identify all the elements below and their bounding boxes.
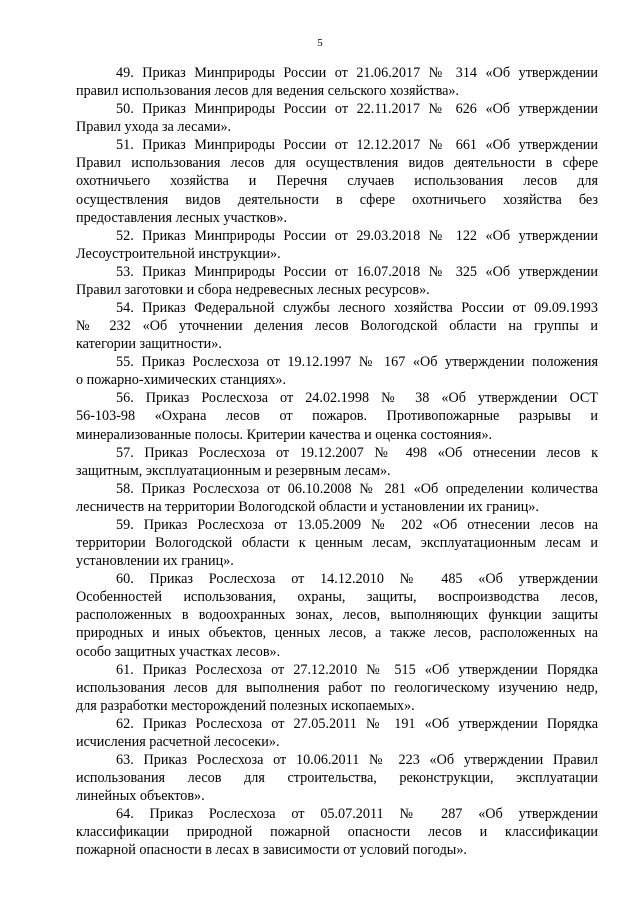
list-item: [76, 263, 598, 299]
list-item-line: охотничьего хозяйства и Перечня случаев использования лесов для: [76, 173, 598, 190]
list-item-line: о пожарно-химических станциях».: [76, 372, 287, 389]
list-item: [76, 227, 598, 263]
list-item-line: природных и иных объектов, ценных лесов, а также лесов, расположенных на: [76, 625, 598, 642]
list-item-first-line: 64. Приказ Рослесхоза от 05.07.2011 № 287 «Об утверждении: [116, 806, 598, 823]
list-item-line: линейных объектов».: [76, 788, 205, 805]
list-item-first-line: 58. Приказ Рослесхоза от 06.10.2008 № 281 «Об определении количества: [116, 480, 598, 497]
list-item-line: Правил использования лесов для осуществления видов деятельности в сфере: [76, 155, 598, 172]
list-item-line: защитным, эксплуатационным и резервным лесам».: [76, 462, 391, 479]
list-item-line: предоставления лесных участков».: [76, 209, 287, 226]
document-body: [76, 64, 598, 859]
list-item: [76, 64, 598, 100]
list-item-line: Лесоустроительной инструкции».: [76, 245, 281, 262]
list-item-line: № 232 «Об уточнении деления лесов Вологодской области на группы и: [76, 318, 598, 335]
list-item-line: 56-103-98 «Охрана лесов от пожаров. Противопожарные разрывы и: [76, 408, 598, 425]
list-item-line: пожарной опасности в лесах в зависимости от условий погоды».: [76, 842, 467, 859]
list-item-first-line: 50. Приказ Минприроды России от 22.11.2017 № 626 «Об утверждении: [116, 101, 598, 118]
list-item: [76, 661, 598, 715]
list-item: [76, 570, 598, 660]
list-item-line: категории защитности».: [76, 336, 222, 353]
list-item-first-line: 53. Приказ Минприроды России от 16.07.2018 № 325 «Об утверждении: [116, 263, 598, 280]
page-number: 5: [317, 37, 323, 49]
list-item-first-line: 63. Приказ Рослесхоза от 10.06.2011 № 223 «Об утверждении Правил: [116, 751, 598, 768]
list-item-first-line: 59. Приказ Рослесхоза от 13.05.2009 № 202 «Об отнесении лесов на: [116, 516, 598, 533]
list-item: [76, 715, 598, 751]
list-item-first-line: 55. Приказ Рослесхоза от 19.12.1997 № 167 «Об утверждении положения: [116, 354, 598, 371]
list-item-line: использования лесов для выполнения работ по геологическому изучению недр,: [76, 679, 598, 696]
list-item: [76, 516, 598, 570]
list-item: [76, 805, 598, 859]
list-item: [76, 353, 598, 389]
list-item: [76, 751, 598, 805]
list-item-first-line: 54. Приказ Федеральной службы лесного хозяйства России от 09.09.1993: [116, 300, 598, 317]
list-item-line: установлении их границ».: [76, 553, 234, 570]
list-item-line: минерализованные полосы. Критерии качества и оценка состояния».: [76, 426, 493, 443]
list-item-line: Особенностей использования, охраны, защиты, воспроизводства лесов,: [76, 589, 598, 606]
list-item-line: правил использования лесов для ведения сельского хозяйства».: [76, 83, 460, 100]
list-item-first-line: 61. Приказ Рослесхоза от 27.12.2010 № 515 «Об утверждении Порядка: [116, 661, 598, 678]
list-item-line: особо защитных участках лесов».: [76, 643, 281, 660]
list-item-first-line: 62. Приказ Рослесхоза от 27.05.2011 № 191 «Об утверждении Порядка: [116, 715, 598, 732]
list-item-line: территории Вологодской области к ценным лесам, эксплуатационным лесам и: [76, 535, 598, 552]
list-item-first-line: 52. Приказ Минприроды России от 29.03.2018 № 122 «Об утверждении: [116, 227, 598, 244]
list-item-first-line: 51. Приказ Минприроды России от 12.12.2017 № 661 «Об утверждении: [116, 137, 598, 154]
list-item-line: для разработки месторождений полезных ископаемых».: [76, 697, 415, 714]
list-item-line: Правил ухода за лесами».: [76, 119, 232, 136]
list-item-line: осуществления видов деятельности в сфере охотничьего хозяйства без: [76, 191, 598, 208]
list-item-line: лесничеств на территории Вологодской области и установлении их границ».: [76, 498, 539, 515]
list-item-first-line: 49. Приказ Минприроды России от 21.06.2017 № 314 «Об утверждении: [116, 65, 598, 81]
list-item: [76, 480, 598, 516]
list-item: [76, 444, 598, 480]
list-item: [76, 100, 598, 136]
list-item-first-line: 56. Приказ Рослесхоза от 24.02.1998 № 38 «Об утверждении ОСТ: [116, 390, 598, 407]
list-item-first-line: 57. Приказ Рослесхоза от 19.12.2007 № 498 «Об отнесении лесов к: [116, 444, 598, 461]
list-item-first-line: 60. Приказ Рослесхоза от 14.12.2010 № 485 «Об утверждении: [116, 571, 598, 588]
list-item-line: классификации природной пожарной опасности лесов и классификации: [76, 824, 598, 841]
list-item-line: расположенных в водоохранных зонах, лесов, выполняющих функции защиты: [76, 607, 598, 624]
list-item-line: Правил заготовки и сбора недревесных лесных ресурсов».: [76, 281, 430, 298]
list-item-line: исчисления расчетной лесосеки».: [76, 733, 280, 750]
list-item: [76, 299, 598, 353]
list-item-line: использования лесов для строительства, реконструкции, эксплуатации: [76, 770, 598, 787]
list-item: [76, 389, 598, 443]
list-item: [76, 136, 598, 226]
